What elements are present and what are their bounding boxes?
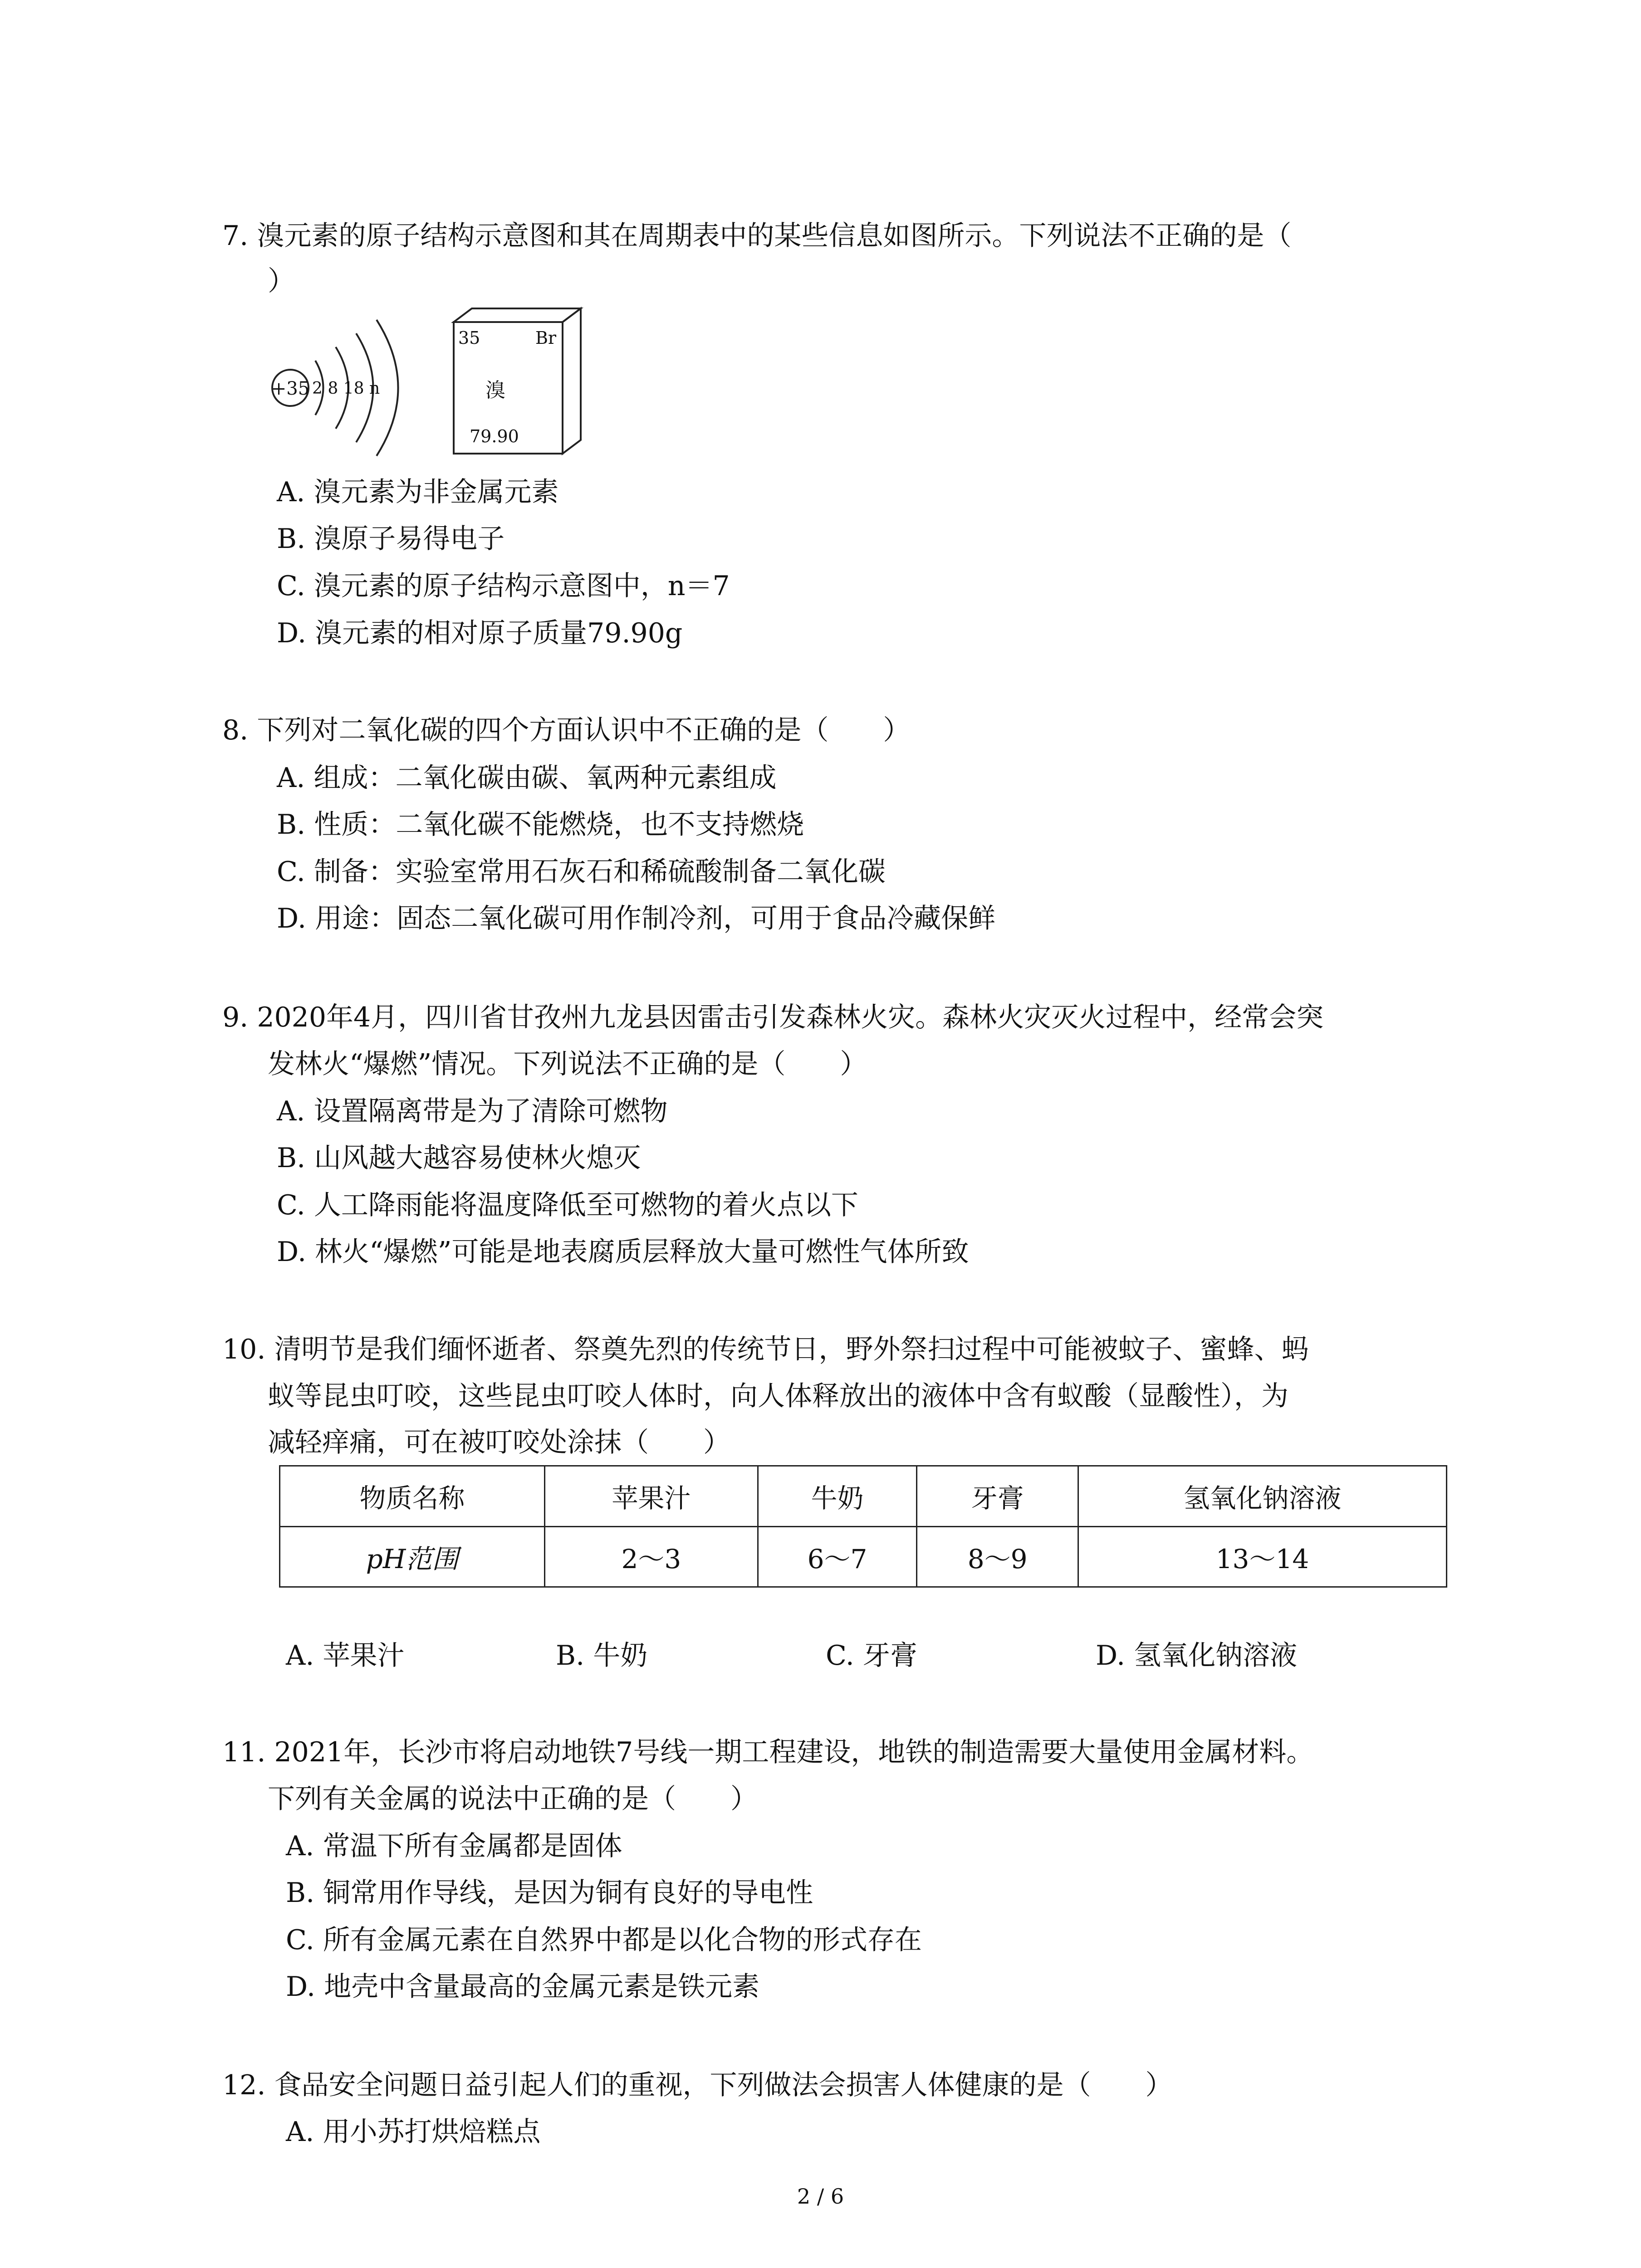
table-header-cell: 物质名称 xyxy=(280,1466,545,1527)
q9-option-b: B. 山风越大越容易使林火熄灭 xyxy=(277,1142,641,1174)
q7-option-d: D. 溴元素的相对原子质量79.90g xyxy=(277,617,683,649)
table-cell: 13～14 xyxy=(1078,1526,1446,1587)
q12-stem: 12. 食品安全问题日益引起人们的重视，下列做法会损害人体健康的是（ ） xyxy=(222,2069,1173,2101)
table-row xyxy=(280,1526,1447,1587)
q8-stem: 8. 下列对二氧化碳的四个方面认识中不正确的是（ ） xyxy=(222,714,911,746)
q10-option-d: D. 氢氧化钠溶液 xyxy=(1096,1640,1298,1672)
element-symbol: Br xyxy=(535,328,557,348)
q8-option-a: A. 组成：二氧化碳由碳、氧两种元素组成 xyxy=(277,762,777,794)
q8-option-c: C. 制备：实验室常用石灰石和稀硫酸制备二氧化碳 xyxy=(277,856,886,888)
q7-option-c: C. 溴元素的原子结构示意图中，n＝7 xyxy=(277,570,730,602)
q7-stem-line1: 7. 溴元素的原子结构示意图和其在周期表中的某些信息如图所示。下列说法不正确的是（ xyxy=(222,220,1292,252)
q10-option-c: C. 牙膏 xyxy=(826,1640,917,1672)
q9-option-c: C. 人工降雨能将温度降低至可燃物的着火点以下 xyxy=(277,1189,858,1221)
q8-option-b: B. 性质：二氧化碳不能燃烧，也不支持燃烧 xyxy=(277,809,804,841)
q11-option-a: A. 常温下所有金属都是固体 xyxy=(286,1830,622,1862)
atomic-number: 35 xyxy=(458,328,480,348)
q10-option-b: B. 牛奶 xyxy=(556,1640,648,1672)
q9-option-d: D. 林火“爆燃”可能是地表腐质层释放大量可燃性气体所致 xyxy=(277,1236,969,1268)
table-cell: pH范围 xyxy=(280,1526,545,1587)
q10-stem-line3: 减轻痒痛，可在被叮咬处涂抹（ ） xyxy=(268,1427,730,1458)
table-cell: 6～7 xyxy=(758,1526,917,1587)
q9-stem-line2: 发林火“爆燃”情况。下列说法不正确的是（ ） xyxy=(268,1048,867,1080)
q7-option-b: B. 溴原子易得电子 xyxy=(277,523,505,555)
table-cell: 8～9 xyxy=(917,1526,1078,1587)
q11-stem-line2: 下列有关金属的说法中正确的是（ ） xyxy=(268,1783,758,1815)
table-header-cell: 苹果汁 xyxy=(545,1466,758,1527)
table-header-cell: 氢氧化钠溶液 xyxy=(1078,1466,1446,1527)
q9-stem-line1: 9. 2020年4月，四川省甘孜州九龙县因雷击引发森林火灾。森林火灾灭火过程中，经常会突 xyxy=(222,1002,1324,1033)
q11-option-c: C. 所有金属元素在自然界中都是以化合物的形式存在 xyxy=(286,1924,922,1956)
q11-stem-line1: 11. 2021年，长沙市将启动地铁7号线一期工程建设，地铁的制造需要大量使用金属材料。 xyxy=(222,1736,1314,1768)
q8-option-d: D. 用途：固态二氧化碳可用作制冷剂，可用于食品冷藏保鲜 xyxy=(277,903,996,934)
page-number: 2 / 6 xyxy=(797,2184,844,2209)
q11-option-d: D. 地壳中含量最高的金属元素是铁元素 xyxy=(286,1971,760,2003)
q10-stem-line2: 蚁等昆虫叮咬，这些昆虫叮咬人体时，向人体释放出的液体中含有蚁酸（显酸性），为 xyxy=(268,1380,1288,1412)
q7-option-a: A. 溴元素为非金属元素 xyxy=(277,476,559,508)
ph-table xyxy=(279,1465,1447,1588)
q12-option-a: A. 用小苏打烘焙糕点 xyxy=(286,2116,541,2148)
table-header-cell: 牙膏 xyxy=(917,1466,1078,1527)
q10-option-a: A. 苹果汁 xyxy=(286,1640,405,1672)
q10-stem-line1: 10. 清明节是我们缅怀逝者、祭奠先烈的传统节日，野外祭扫过程中可能被蚊子、蜜蜂、蚂 xyxy=(222,1334,1309,1365)
bromine-figure xyxy=(263,304,590,467)
element-name: 溴 xyxy=(485,379,505,402)
table-header-cell: 牛奶 xyxy=(758,1466,917,1527)
atomic-mass: 79.90 xyxy=(470,426,519,446)
q7-stem-line2: ） xyxy=(268,265,295,297)
table-cell: 2～3 xyxy=(545,1526,758,1587)
table-header-row xyxy=(280,1466,1447,1527)
q11-option-b: B. 铜常用作导线，是因为铜有良好的导电性 xyxy=(286,1877,813,1909)
electron-config: 2 8 18 n xyxy=(312,379,380,398)
nucleus-charge: +35 xyxy=(271,378,310,399)
q9-option-a: A. 设置隔离带是为了清除可燃物 xyxy=(277,1095,668,1127)
